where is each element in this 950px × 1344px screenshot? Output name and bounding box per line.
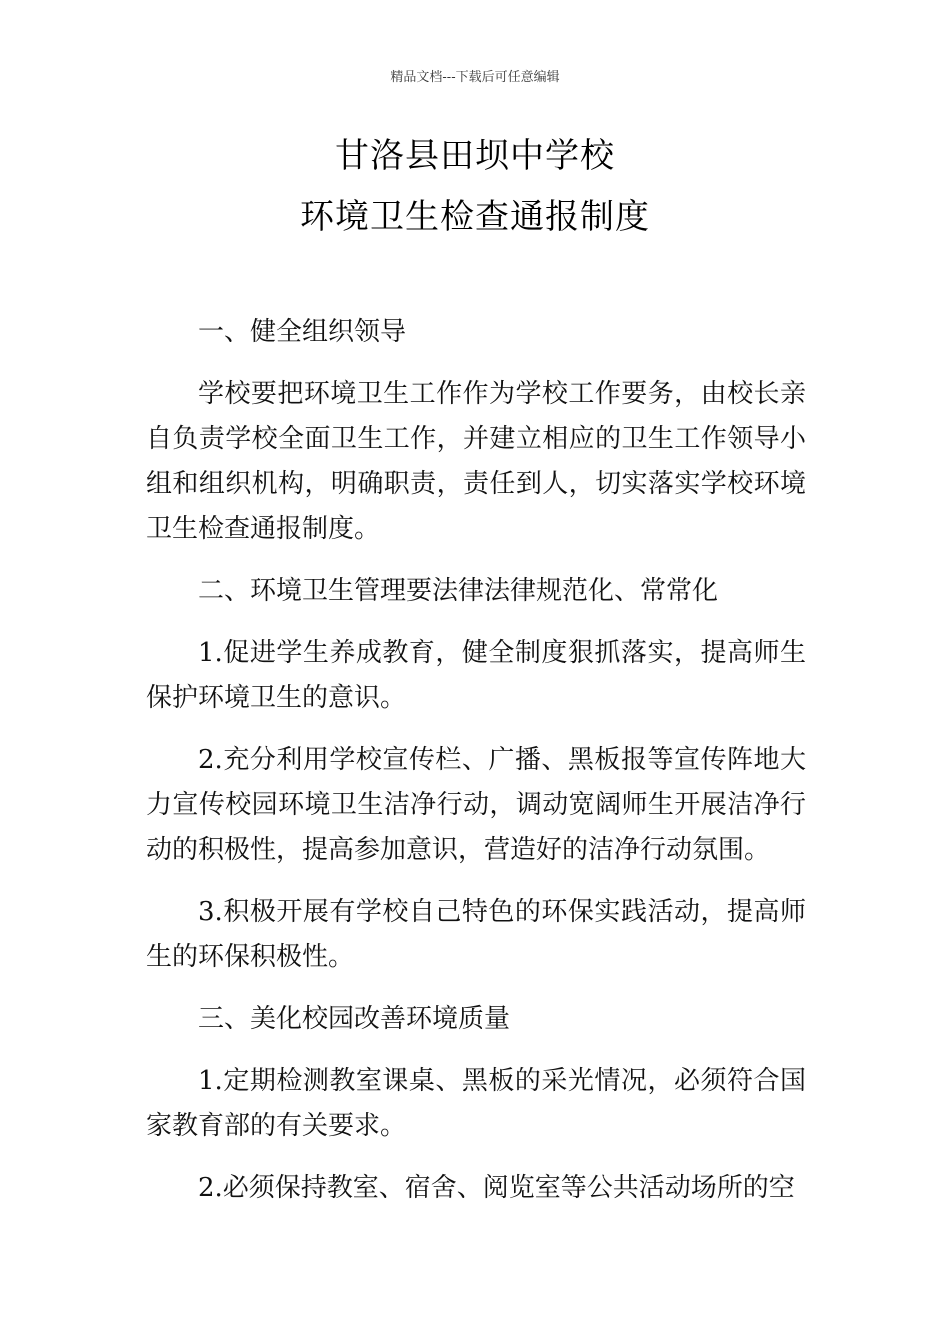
section-heading-2: 二、环境卫生管理要法律法律规范化、常常化: [198, 576, 719, 606]
list-item: 3.积极开展有学校自己特色的环保实践活动，提高师生的环保积极性。: [146, 897, 806, 972]
paragraph: 学校要把环境卫生工作作为学校工作要务，由校长亲自负责学校全面卫生工作，并建立相应的卫生工作领导小组和组织机构，明确职责，责任到人，切实落实学校环境卫生检查通报制度。: [146, 379, 806, 544]
document-title-line-1: 甘洛县田坝中学校: [335, 136, 615, 176]
list-item: 1.定期检测教室课桌、黑板的采光情况，必须符合国家教育部的有关要求。: [146, 1066, 806, 1141]
page-header: 精品文档---下载后可任意编辑: [390, 70, 560, 85]
list-item: 1.促进学生养成教育，健全制度狠抓落实，提高师生保护环境卫生的意识。: [146, 638, 806, 713]
section-heading-3: 三、美化校园改善环境质量: [198, 1004, 511, 1034]
document-title-line-2: 环境卫生检查通报制度: [300, 197, 650, 237]
list-item: 2.充分利用学校宣传栏、广播、黑板报等宣传阵地大力宣传校园环境卫生洁净行动，调动宽阔师生开展洁净行动的积极性，提高参加意识，营造好的洁净行动氛围。: [146, 745, 806, 865]
section-heading-1: 一、健全组织领导: [198, 317, 407, 347]
document-body: [146, 310, 806, 1228]
list-item: 2.必须保持教室、宿舍、阅览室等公共活动场所的空: [198, 1173, 795, 1203]
